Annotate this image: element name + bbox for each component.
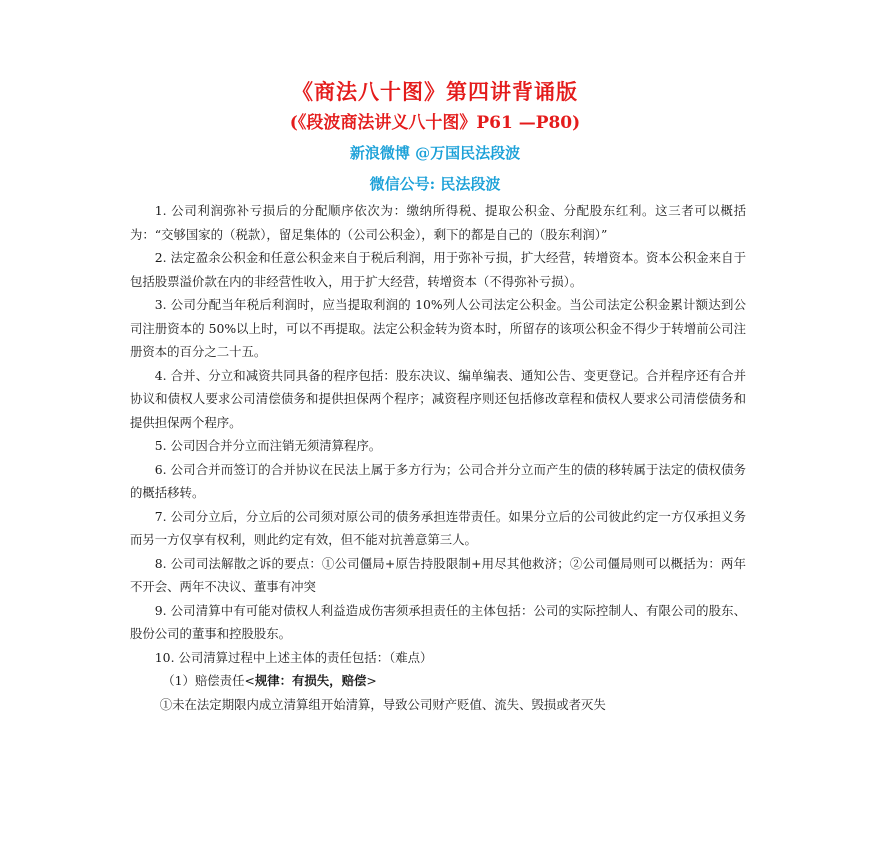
sub-item-2: ①未在法定期限内成立清算组开始清算，导致公司财产贬值、流失、毁损或者灭失 (159, 696, 606, 712)
sub-item-1 (130, 669, 746, 693)
wechat-account: 微信公号: 民法段波 (369, 175, 501, 193)
document-body (130, 199, 746, 716)
paragraph-8: 8. 公司司法解散之诉的要点：①公司僵局+原告持股限制+用尽其他救济；②公司僵局则可以概括为：两年不开会、两年不决议、董事有冲突 (130, 555, 746, 594)
sub-item-bold: 规律：有损失，赔偿 (254, 673, 367, 688)
sub-item-suffix: > (366, 673, 377, 688)
paragraph-2: 2. 法定盈余公积金和任意公积金来自于税后利润，用于弥补亏损，扩大经营，转增资本。资本公积金来自于包括股票溢价款在内的非经营性收入，用于扩大经营，转增资本（不得弥补亏损）。 (130, 250, 746, 289)
weibo-handle: 新浪微博 @万国民法段波 (349, 144, 521, 162)
paragraph-6: 6. 公司合并而签订的合并协议在民法上属于多方行为；公司合并分立而产生的债的移转属于法定的债权债务的概括移转。 (130, 461, 746, 500)
paragraph-9: 9. 公司清算中有可能对债权人利益造成伤害须承担责任的主体包括：公司的实际控制人、有限公司的股东、股份公司的董事和控股股东。 (130, 602, 746, 641)
paragraph-1: 1. 公司利润弥补亏损后的分配顺序依次为：缴纳所得税、提取公积金、分配股东红利。这三者可以概括为：“交够国家的（税款），留足集体的（公司公积金），剩下的都是自己的（股东利润）” (130, 203, 746, 242)
paragraph-10: 10. 公司清算过程中上述主体的责任包括：（难点） (154, 649, 433, 665)
paragraph-5: 5. 公司因合并分立而注销无须清算程序。 (154, 438, 382, 453)
paragraph-3: 3. 公司分配当年税后利润时，应当提取利润的 10%列人公司法定公积金。当公司法定公积金累计额达到公司注册资本的 50%以上时，可以不再提取。法定公积金转为资本时，所留存的该项公积金不得少于转增前公司注册资本的百分之二十五。 (130, 297, 746, 359)
paragraph-7: 7. 公司分立后，分立后的公司须对原公司的债务承担连带责任。如果分立后的公司彼此约定一方仅承担义务而另一方仅享有权利，则此约定有效，但不能对抗善意第三人。 (130, 508, 746, 547)
document-title: 《商法八十图》第四讲背诵版 (292, 79, 578, 104)
paragraph-4: 4. 合并、分立和减资共同具备的程序包括：股东决议、编单编表、通知公告、变更登记。合并程序还有合并协议和债权人要求公司清偿债务和提供担保两个程序；减资程序则还包括修改章程和债权人要求公司清偿债务和提供担保两个程序。 (130, 367, 746, 430)
sub-item-prefix: （1）赔偿责任< (162, 673, 255, 688)
document-subtitle: (《段波商法讲义八十图》P61 —P80) (289, 113, 581, 133)
